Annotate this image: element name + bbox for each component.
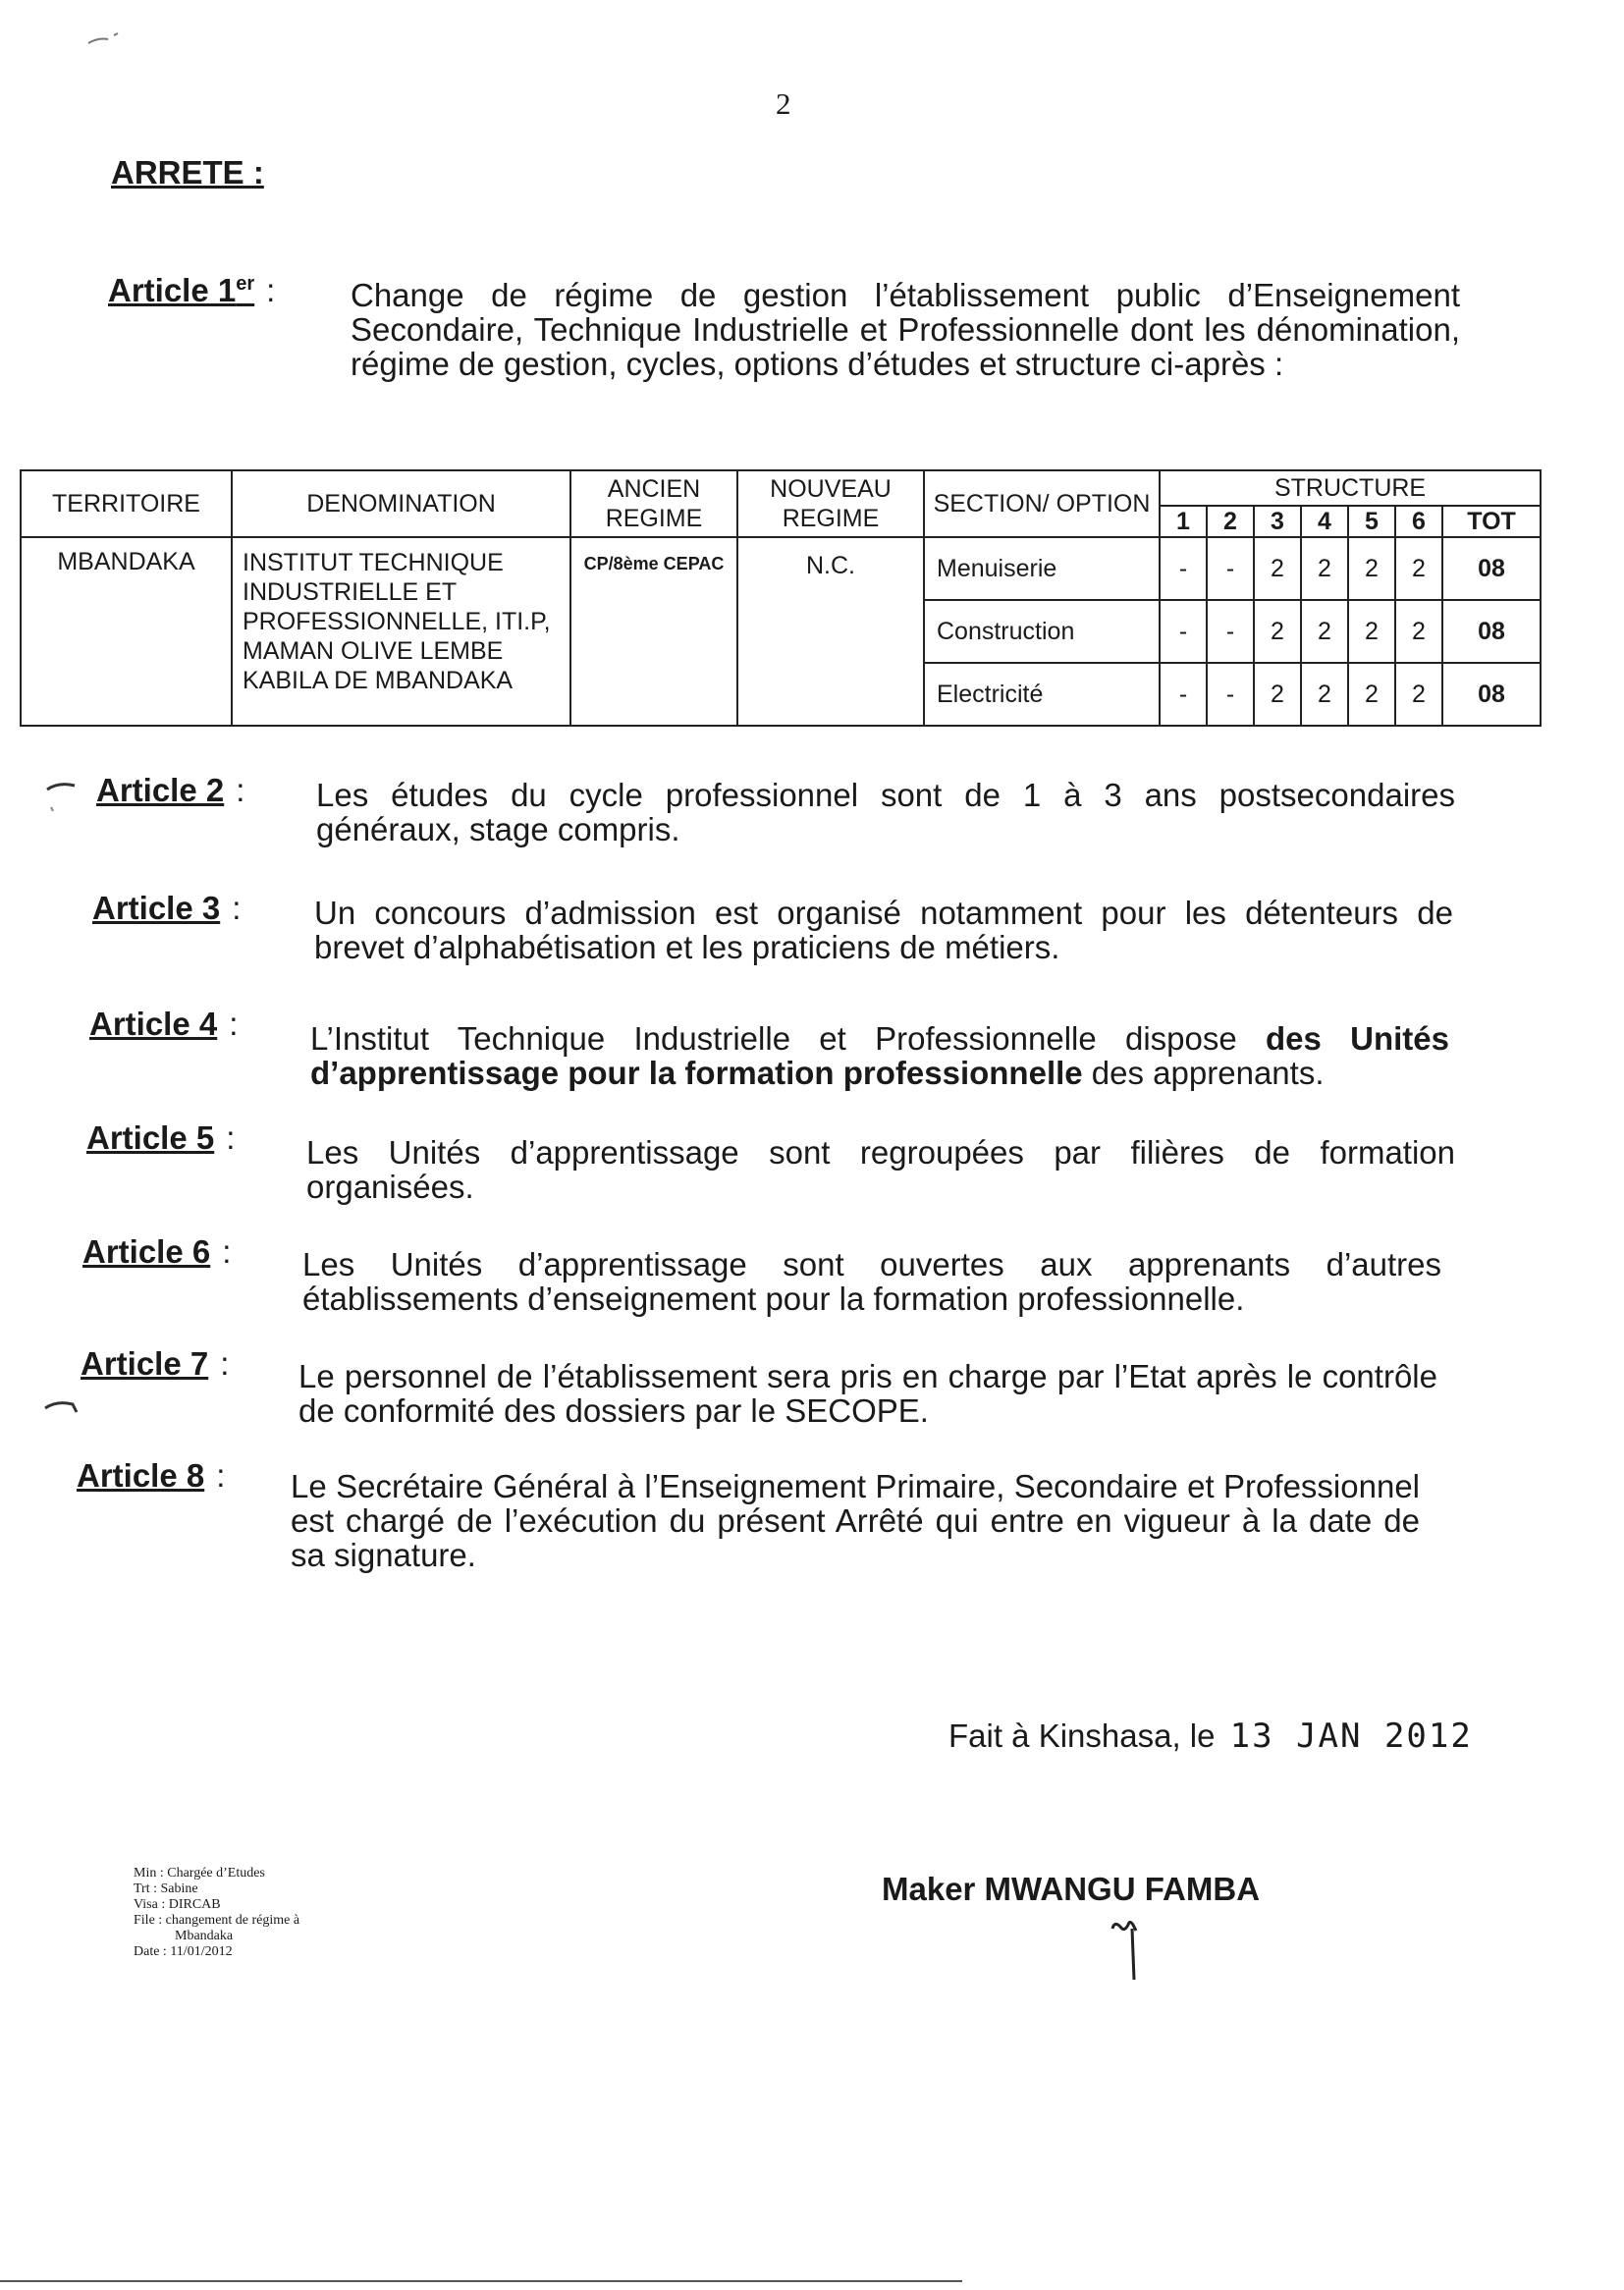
- cell-option: Construction: [924, 600, 1160, 663]
- header-year-6: 6: [1395, 506, 1442, 537]
- article-5-text: Les Unités d’apprentissage sont regroupées par filières de formation organisées.: [306, 1134, 1455, 1205]
- cell-tot: 08: [1442, 600, 1541, 663]
- header-tot: TOT: [1442, 506, 1541, 537]
- scan-mark-top: [86, 29, 126, 49]
- header-year-4: 4: [1301, 506, 1348, 537]
- cell-year: 2: [1348, 537, 1395, 600]
- cell-year: -: [1160, 600, 1207, 663]
- article-3-label: Article 3 :: [92, 890, 242, 926]
- page-number: 2: [776, 86, 791, 121]
- article-4-label: Article 4 :: [89, 1006, 239, 1042]
- scan-mark-left-1: [45, 778, 84, 817]
- header-ancien-regime: ANCIEN REGIME: [570, 470, 737, 537]
- article-3-text: Un concours d’admission est organisé notamment pour les détenteurs de brevet d’alphabétisation et les praticiens de métiers.: [314, 895, 1453, 965]
- page-heading: ARRETE :: [111, 154, 264, 191]
- article-5-label: Article 5 :: [86, 1119, 236, 1156]
- article-6-text: Les Unités d’apprentissage sont ouvertes aux apprenants d’autres établissements d’enseignement pour la formation professionnelle.: [302, 1246, 1441, 1317]
- table-row: [21, 537, 1541, 600]
- header-year-2: 2: [1207, 506, 1254, 537]
- article-2-label: Article 2 :: [96, 772, 245, 808]
- cell-year: 2: [1254, 600, 1301, 663]
- cell-year: 2: [1301, 537, 1348, 600]
- header-year-1: 1: [1160, 506, 1207, 537]
- header-denomination: DENOMINATION: [232, 470, 570, 537]
- scan-mark-left-2: [43, 1396, 82, 1426]
- cell-year: 2: [1254, 537, 1301, 600]
- header-year-5: 5: [1348, 506, 1395, 537]
- article-8-label: Article 8 :: [77, 1457, 226, 1494]
- signatory-name: Maker MWANGU FAMBA: [882, 1871, 1261, 1907]
- article-1-text: Change de régime de gestion l’établissement public d’Enseignement Secondaire, Technique Industrielle et Professionnelle dont les dénomination, régime de gestion, cycles, options d’études et structure ci-après :: [351, 277, 1460, 382]
- cell-option: Electricité: [924, 663, 1160, 726]
- article-7-label: Article 7 :: [81, 1345, 230, 1382]
- cell-tot: 08: [1442, 663, 1541, 726]
- cell-year: -: [1160, 663, 1207, 726]
- footnote-line: Min : Chargée d’Etudes: [134, 1866, 265, 1881]
- date-stamp: 13 JAN 2012: [1229, 1717, 1473, 1756]
- structure-table: [20, 469, 1542, 727]
- article-4-text: L’Institut Technique Industrielle et Professionnelle dispose des Unités d’apprentissage pour la formation professionnelle des apprenants.: [310, 1020, 1449, 1091]
- cell-tot: 08: [1442, 537, 1541, 600]
- cell-territoire: MBANDAKA: [21, 537, 232, 726]
- article-2-text: Les études du cycle professionnel sont de 1 à 3 ans postsecondaires généraux, stage compris.: [316, 777, 1455, 847]
- bottom-rule: [0, 2280, 962, 2282]
- cell-year: 2: [1301, 663, 1348, 726]
- cell-ancien-regime: CP/8ème CEPAC: [570, 537, 737, 726]
- cell-nouveau-regime: N.C.: [737, 537, 924, 726]
- place-text: Fait à Kinshasa, le: [948, 1718, 1216, 1754]
- header-territoire: TERRITOIRE: [21, 470, 232, 537]
- cell-year: 2: [1395, 600, 1442, 663]
- cell-year: -: [1207, 600, 1254, 663]
- article-6-label: Article 6 :: [82, 1233, 232, 1270]
- cell-year: 2: [1348, 600, 1395, 663]
- article-7-text: Le personnel de l’établissement sera pris en charge par l’Etat après le contrôle de conformité des dossiers par le SECOPE.: [298, 1358, 1437, 1429]
- cell-year: 2: [1254, 663, 1301, 726]
- article-1-label: Article 1er :: [108, 272, 276, 308]
- header-section-option: SECTION/ OPTION: [924, 470, 1160, 537]
- header-year-3: 3: [1254, 506, 1301, 537]
- article-8-text: Le Secrétaire Général à l’Enseignement Primaire, Secondaire et Professionnel est chargé de l’exécution du présent Arrêté qui entre en vigueur à la date de sa signature.: [291, 1468, 1420, 1573]
- header-nouveau-regime: NOUVEAU REGIME: [737, 470, 924, 537]
- reference-footnote: [134, 1866, 299, 1960]
- cell-denomination: INSTITUT TECHNIQUE INDUSTRIELLE ET PROFESSIONNELLE, ITI.P, MAMAN OLIVE LEMBE KABILA DE MBANDAKA: [232, 537, 570, 726]
- cell-year: -: [1160, 537, 1207, 600]
- footnote-line: File : changement de régime à: [134, 1913, 300, 1928]
- footnote-line: Date : 11/01/2012: [134, 1944, 233, 1959]
- cell-year: 2: [1395, 663, 1442, 726]
- footnote-line: Trt : Sabine: [134, 1881, 198, 1896]
- place-date: [948, 1717, 1473, 1756]
- footnote-line: Visa : DIRCAB: [134, 1897, 221, 1912]
- cell-option: Menuiserie: [924, 537, 1160, 600]
- cell-year: 2: [1301, 600, 1348, 663]
- cell-year: 2: [1348, 663, 1395, 726]
- signature-mark: [1105, 1915, 1164, 1984]
- cell-year: -: [1207, 537, 1254, 600]
- cell-year: 2: [1395, 537, 1442, 600]
- footnote-line: Mbandaka: [175, 1929, 234, 1943]
- cell-year: -: [1207, 663, 1254, 726]
- header-structure: STRUCTURE: [1160, 470, 1541, 506]
